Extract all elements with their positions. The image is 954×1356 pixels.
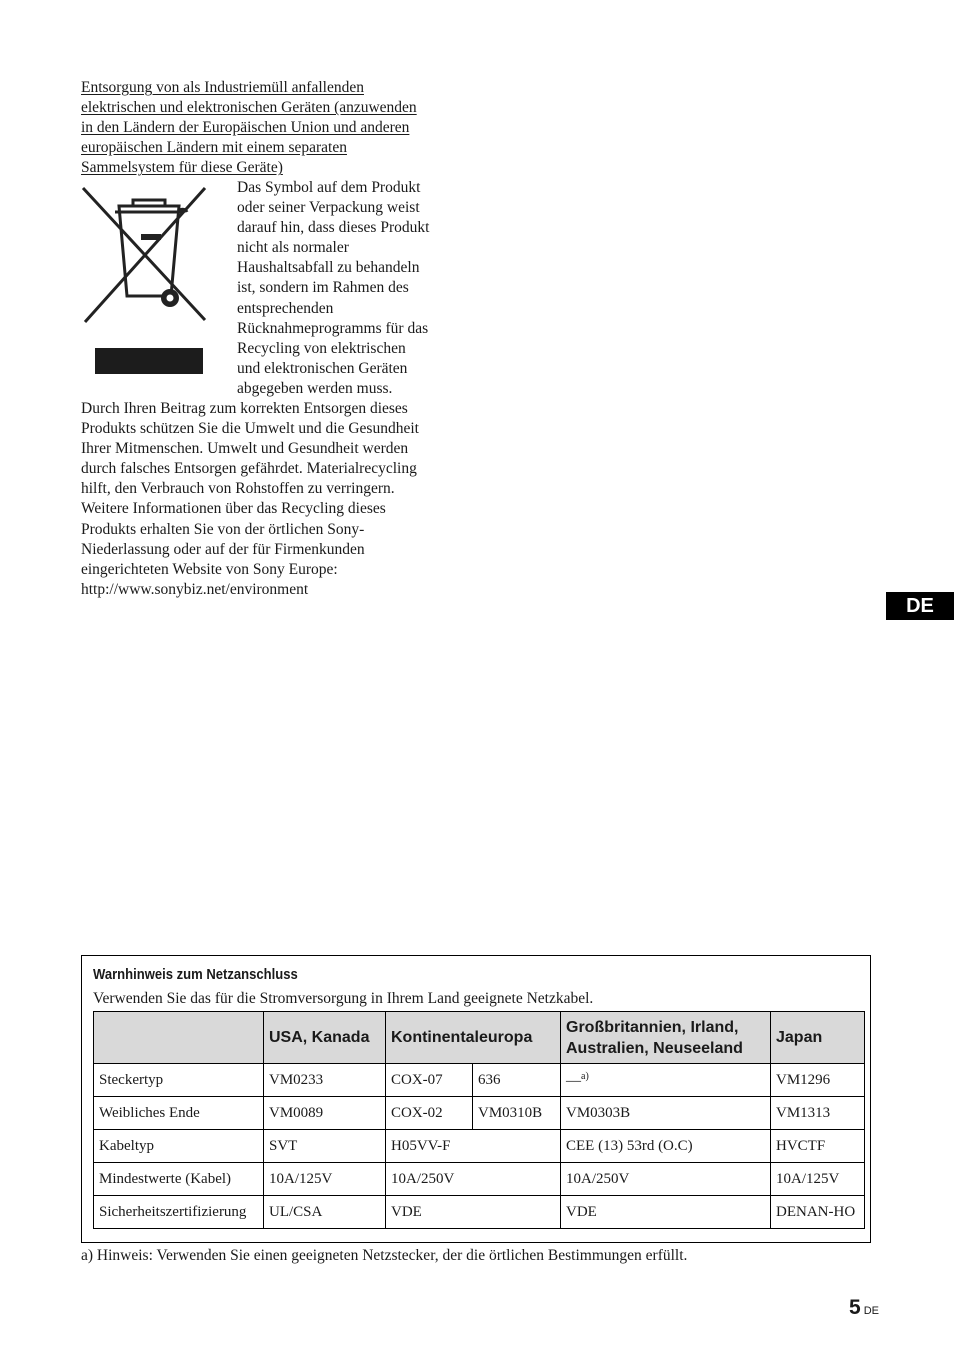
header-uk: Großbritannien, Irland, Australien, Neuseeland — [561, 1012, 771, 1064]
page-number — [849, 1296, 879, 1320]
text-line: Haushaltsabfall zu behandeln — [237, 259, 420, 277]
cell-japan: VM1296 — [771, 1064, 865, 1097]
heading-line: Entsorgung von als Industriemüll anfallenden — [81, 79, 364, 96]
cell-uk: VM0303B — [561, 1097, 771, 1130]
table-footnote: a) Hinweis: Verwenden Sie einen geeigneten Netzstecker, der die örtlichen Bestimmungen erfüllt. — [81, 1247, 688, 1264]
cell-usa: 10A/125V — [264, 1163, 386, 1196]
crossed-out-wheelie-bin-icon — [81, 182, 211, 380]
page-number-value: 5 — [849, 1296, 861, 1319]
cell-japan: DENAN-HO — [771, 1196, 865, 1229]
heading-line: europäischen Ländern mit einem separaten — [81, 139, 347, 157]
cell-japan: HVCTF — [771, 1130, 865, 1163]
text-line: durch falsches Entsorgen gefährdet. Materialrecycling — [81, 460, 417, 478]
table-row — [94, 1130, 865, 1163]
text-line: ist, sondern im Rahmen des — [237, 279, 409, 297]
row-label: Mindestwerte (Kabel) — [94, 1163, 264, 1196]
cell-usa: VM0089 — [264, 1097, 386, 1130]
text-line: Weitere Informationen über das Recycling dieses — [81, 500, 386, 518]
header-empty — [94, 1012, 264, 1064]
text-line: Produkts erhalten Sie von der örtlichen Sony- — [81, 520, 365, 538]
text-line: nicht als normaler — [237, 239, 349, 257]
cell-usa: SVT — [264, 1130, 386, 1163]
header-japan: Japan — [771, 1012, 865, 1064]
cell-europe: 10A/250V — [386, 1163, 561, 1196]
page-language: DE — [863, 1305, 879, 1317]
cell-europe-b: 636 — [473, 1064, 561, 1097]
text-line: Durch Ihren Beitrag zum korrekten Entsorgen dieses — [81, 400, 408, 417]
text-line: Rücknahmeprogramms für das — [237, 319, 429, 337]
heading-line: Sammelsystem für diese Geräte) — [81, 159, 283, 177]
power-warning-box — [81, 955, 871, 1243]
cell-japan: 10A/125V — [771, 1163, 865, 1196]
warning-title: Warnhinweis zum Netzanschluss — [93, 967, 298, 983]
footnote-ref: a) — [581, 1070, 589, 1082]
disposal-body — [81, 399, 461, 600]
text-line: Das Symbol auf dem Produkt — [237, 179, 421, 196]
table-row — [94, 1163, 865, 1196]
symbol-explanation — [237, 178, 452, 399]
text-line: Produkts schützen Sie die Umwelt und die Gesundheit — [81, 420, 419, 438]
heading-line: elektrischen und elektronischen Geräten (anzuwenden — [81, 99, 417, 117]
heading-line: in den Ländern der Europäischen Union und anderen — [81, 119, 410, 137]
cell-uk: 10A/250V — [561, 1163, 771, 1196]
environment-url: http://www.sonybiz.net/environment — [81, 580, 309, 598]
table-header-row — [94, 1012, 865, 1064]
table-row — [94, 1196, 865, 1229]
text-line: hilft, den Verbrauch von Rohstoffen zu verringern. — [81, 480, 395, 498]
cell-europe-a: COX-07 — [386, 1064, 473, 1097]
text-line: und elektronischen Geräten — [237, 359, 408, 377]
header-usa: USA, Kanada — [264, 1012, 386, 1064]
text-line: Recycling von elektrischen — [237, 339, 406, 357]
cell-europe-b: VM0310B — [473, 1097, 561, 1130]
row-label: Kabeltyp — [94, 1130, 264, 1163]
cell-europe: H05VV-F — [386, 1130, 561, 1163]
table-row — [94, 1097, 865, 1130]
text-line: abgegeben werden muss. — [237, 379, 393, 397]
row-label: Sicherheitszertifizierung — [94, 1196, 264, 1229]
header-europe: Kontinentaleuropa — [386, 1012, 561, 1064]
cell-uk — [561, 1064, 771, 1097]
text-line: eingerichteten Website von Sony Europe: — [81, 560, 338, 578]
cell-uk: VDE — [561, 1196, 771, 1229]
row-label: Weibliches Ende — [94, 1097, 264, 1130]
language-tab: DE — [886, 592, 954, 620]
warning-subtitle: Verwenden Sie das für die Stromversorgung in Ihrem Land geeignete Netzkabel. — [93, 990, 594, 1007]
text-line: darauf hin, dass dieses Produkt — [237, 219, 430, 237]
cell-uk-value: — — [566, 1072, 581, 1089]
text-line: oder seiner Verpackung weist — [237, 199, 420, 217]
text-line: Niederlassung oder auf der für Firmenkunden — [81, 540, 365, 558]
row-label: Steckertyp — [94, 1064, 264, 1097]
power-cord-table — [93, 1011, 865, 1229]
cell-uk: CEE (13) 53rd (O.C) — [561, 1130, 771, 1163]
disposal-heading — [81, 78, 453, 178]
text-line: Ihrer Mitmenschen. Umwelt und Gesundheit werden — [81, 440, 409, 458]
table-row — [94, 1064, 865, 1097]
cell-usa: UL/CSA — [264, 1196, 386, 1229]
cell-usa: VM0233 — [264, 1064, 386, 1097]
text-line: entsprechenden — [237, 299, 334, 317]
cell-europe: VDE — [386, 1196, 561, 1229]
cell-europe-a: COX-02 — [386, 1097, 473, 1130]
cell-japan: VM1313 — [771, 1097, 865, 1130]
